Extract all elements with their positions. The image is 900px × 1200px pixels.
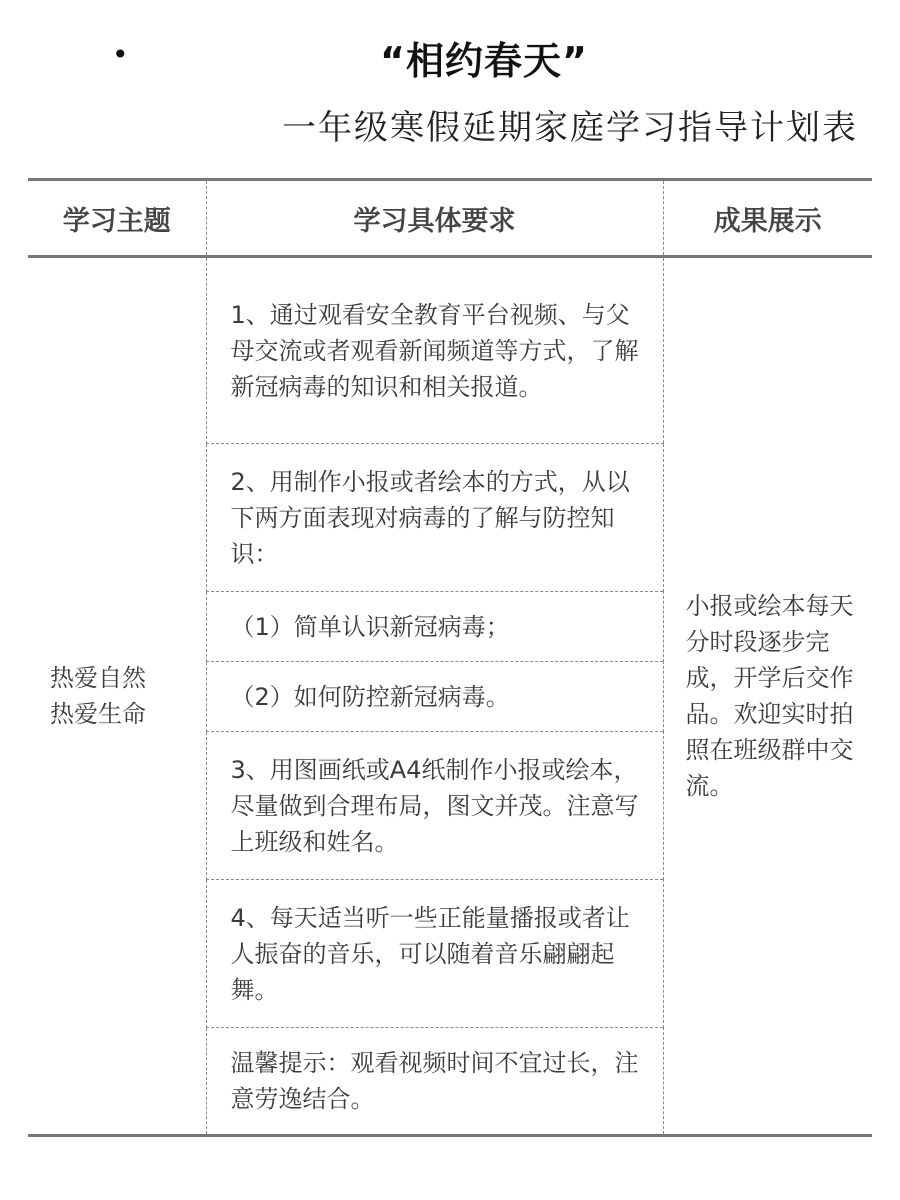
requirement-text: 4、每天适当听一些正能量播报或者让人振奋的音乐，可以随着音乐翩翩起舞。: [230, 903, 630, 1004]
requirement-2-2: [206, 662, 663, 732]
page-subtitle: 一年级寒假延期家庭学习指导计划表: [282, 108, 858, 148]
page-title: “相约春天”: [380, 39, 588, 83]
theme-cell: [28, 257, 206, 1136]
theme-line: 热爱生命: [50, 700, 146, 728]
requirement-1: [206, 257, 663, 444]
requirement-text: （2）如何防控新冠病毒。: [230, 682, 510, 711]
header-theme: 学习主题: [28, 180, 206, 257]
requirement-2-1: [206, 592, 663, 662]
bullet-mark: •: [112, 38, 129, 71]
requirement-text: 1、通过观看安全教育平台视频、与父母交流或者观看新闻频道等方式，了解新冠病毒的知识和相关报道。: [230, 300, 639, 401]
requirement-2: [206, 444, 663, 592]
result-cell: [663, 257, 872, 1136]
requirement-text: 温馨提示：观看视频时间不宜过长，注意劳逸结合。: [230, 1049, 639, 1113]
table-header-row: [28, 180, 872, 257]
header-requirements: 学习具体要求: [206, 180, 663, 257]
warm-tip: [206, 1028, 663, 1136]
theme-line: 热爱自然: [50, 664, 146, 692]
requirement-4: [206, 880, 663, 1028]
header-results: 成果展示: [663, 180, 872, 257]
requirement-text: （1）简单认识新冠病毒；: [230, 612, 510, 641]
requirement-text: 2、用制作小报或者绘本的方式，从以下两方面表现对病毒的了解与防控知识：: [230, 467, 630, 568]
requirement-text: 3、用图画纸或A4纸制作小报或绘本，尽量做到合理布局，图文并茂。注意写上班级和姓名。: [230, 755, 639, 856]
requirement-3: [206, 732, 663, 880]
study-plan-table: [28, 178, 872, 1137]
result-text: 小报或绘本每天分时段逐步完成，开学后交作品。欢迎实时拍照在班级群中交流。: [685, 592, 854, 800]
table-row: [28, 257, 872, 444]
